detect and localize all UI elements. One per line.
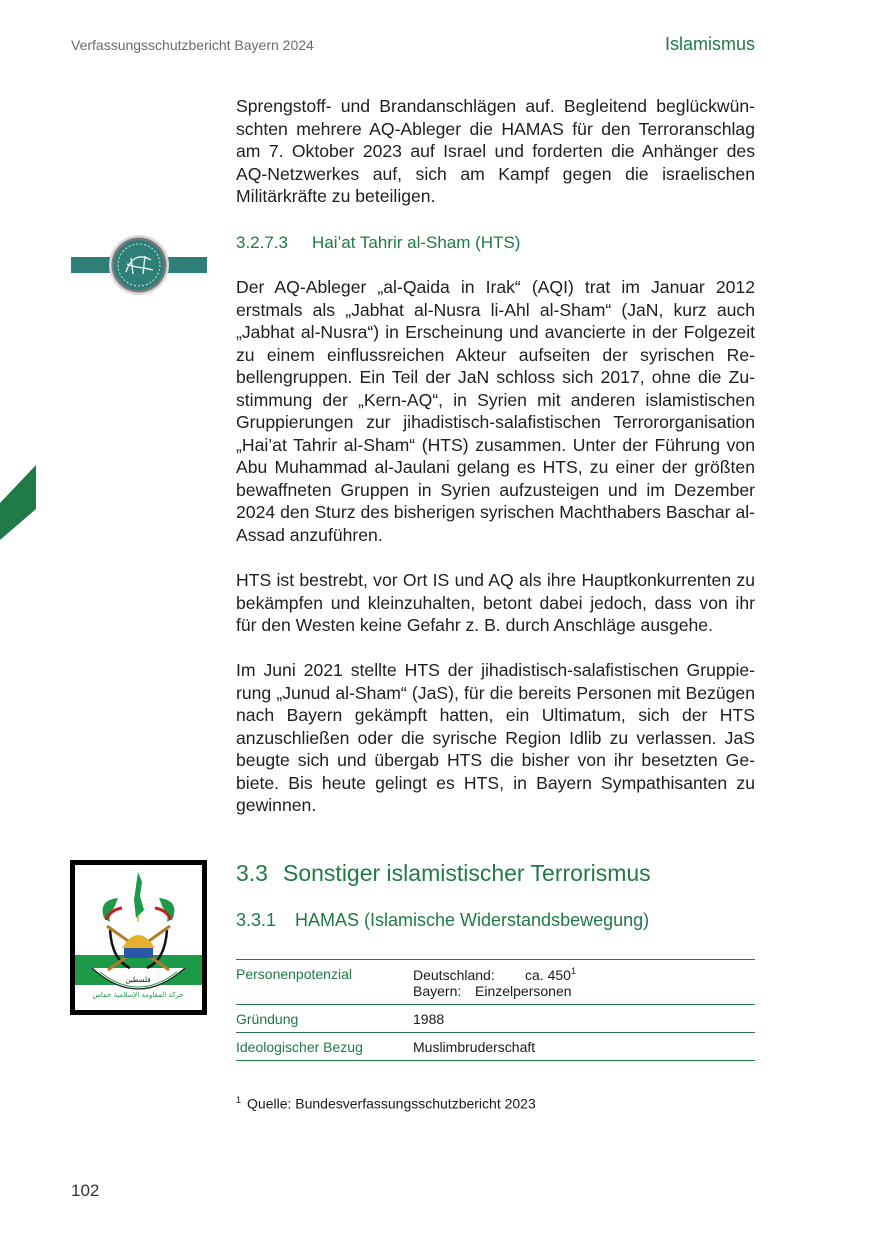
section-number: 3.2.7.3 bbox=[236, 233, 288, 252]
fact-sublabel: Deutschland: bbox=[413, 966, 495, 983]
table-row bbox=[236, 1032, 755, 1060]
fact-line-bavaria bbox=[413, 983, 755, 999]
fact-value bbox=[413, 960, 755, 1005]
fact-value: 1988 bbox=[413, 1004, 755, 1032]
fact-label: Personenpotenzial bbox=[236, 960, 413, 1005]
svg-text:حركة المقاومة الإسلامية حماس: حركة المقاومة الإسلامية حماس bbox=[92, 991, 184, 999]
footnote-text: Quelle: Bundesverfassungsschutzbericht 2023 bbox=[247, 1095, 536, 1112]
hts-emblem-logo bbox=[71, 234, 207, 296]
paragraph-hts-jas: Im Juni 2021 stellte HTS der jihadistisch-salafistischen Gruppierung „Junud al-Sham“ (JaS), für die bereits Personen mit Bezügen nach Bayern gekämpft hatten, ein Ultimatum, sich der HTS anzuschließen oder die syrische Region Idlib zu verlassen. JaS beugte sich und übergab HTS die bisher von ihr besetzten Gebiete. Bis heute gelingt es HTS, in Bayern Sympathisanten zu gewinnen. bbox=[236, 660, 755, 815]
fact-line-germany bbox=[413, 966, 755, 983]
hamas-emblem-logo bbox=[70, 860, 207, 1015]
fact-label: Gründung bbox=[236, 1004, 413, 1032]
section-title: HAMAS (Islamische Widerstandsbewegung) bbox=[295, 910, 650, 930]
fact-number: Einzelpersonen bbox=[475, 982, 572, 999]
hamas-facts-box bbox=[236, 959, 755, 1061]
table-row bbox=[236, 960, 755, 1005]
footnote-mark: 1 bbox=[236, 1095, 242, 1105]
fact-sublabel: Bayern: bbox=[413, 982, 462, 999]
section-title: Sonstiger islamistischer Terrorismus bbox=[283, 860, 651, 886]
footnote-ref: 1 bbox=[570, 966, 576, 976]
fact-label: Ideologischer Bezug bbox=[236, 1032, 413, 1060]
section-heading-other-terrorism bbox=[236, 860, 755, 887]
section-heading-hamas bbox=[236, 910, 755, 931]
section-number: 3.3.1 bbox=[236, 910, 277, 930]
paragraph-intro: Sprengstoff- und Brandanschlägen auf. Begleitend beglückwünschten mehrere AQ-Ableger die HAMAS für den Terroranschlag am 7. Oktober 2023 auf Israel und forderten die Anhänger des AQ-Netzwerkes auf, sich am Kampf gegen die israelischen Militärkräfte zu beteiligen. bbox=[236, 96, 755, 206]
running-header-chapter: Islamismus bbox=[664, 34, 755, 54]
footnote bbox=[236, 1095, 536, 1112]
hamas-facts-table bbox=[236, 959, 755, 1061]
fact-number: ca. 450 bbox=[525, 966, 571, 983]
section-title: Hai’at Tahrir al-Sham (HTS) bbox=[312, 233, 521, 252]
svg-text:فلسطين: فلسطين bbox=[125, 976, 151, 984]
section-heading-hts bbox=[236, 233, 755, 253]
page-number: 102 bbox=[71, 1181, 100, 1200]
section-number: 3.3 bbox=[236, 860, 268, 886]
chapter-tab-marker bbox=[0, 465, 36, 540]
paragraph-hts-aims: HTS ist bestrebt, vor Ort IS und AQ als ihre Hauptkonkurrenten zu bekämpfen und kleinzuhalten, betont dabei jedoch, dass von ihr für den Westen keine Gefahr z. B. durch Anschläge ausgehe. bbox=[236, 570, 755, 635]
table-row bbox=[236, 1004, 755, 1032]
paragraph-hts-history: Der AQ-Ableger „al-Qaida in Irak“ (AQI) trat im Januar 2012 erstmals als „Jabhat al-Nusra li-Ahl al-Sham“ (JaN, kurz auch „Jabhat al-Nusra“) in Erscheinung und avancierte in der Folgezeit zu einem einflussreichen Akteur aufseiten der syrischen Rebellengruppen. Ein Teil der JaN schloss sich 2017, ohne die Zustimmung der „Kern-AQ“, in Syrien mit anderen islamistischen Gruppierungen zur jihadistisch-salafistischen Terrororganisation „Hai’at Tahrir al-Sham“ (HTS) zusammen. Unter der Führung von Abu Muhammad al-Jaulani gelang es HTS, zu einer der größten bewaffneten Gruppen in Syrien aufzusteigen und im Dezember 2024 den Sturz des bisherigen syrischen Machthabers Baschar al-Assad anzuführen. bbox=[236, 277, 755, 545]
running-header-title: Verfassungsschutzbericht Bayern 2024 bbox=[71, 37, 314, 53]
fact-value: Muslimbruderschaft bbox=[413, 1032, 755, 1060]
